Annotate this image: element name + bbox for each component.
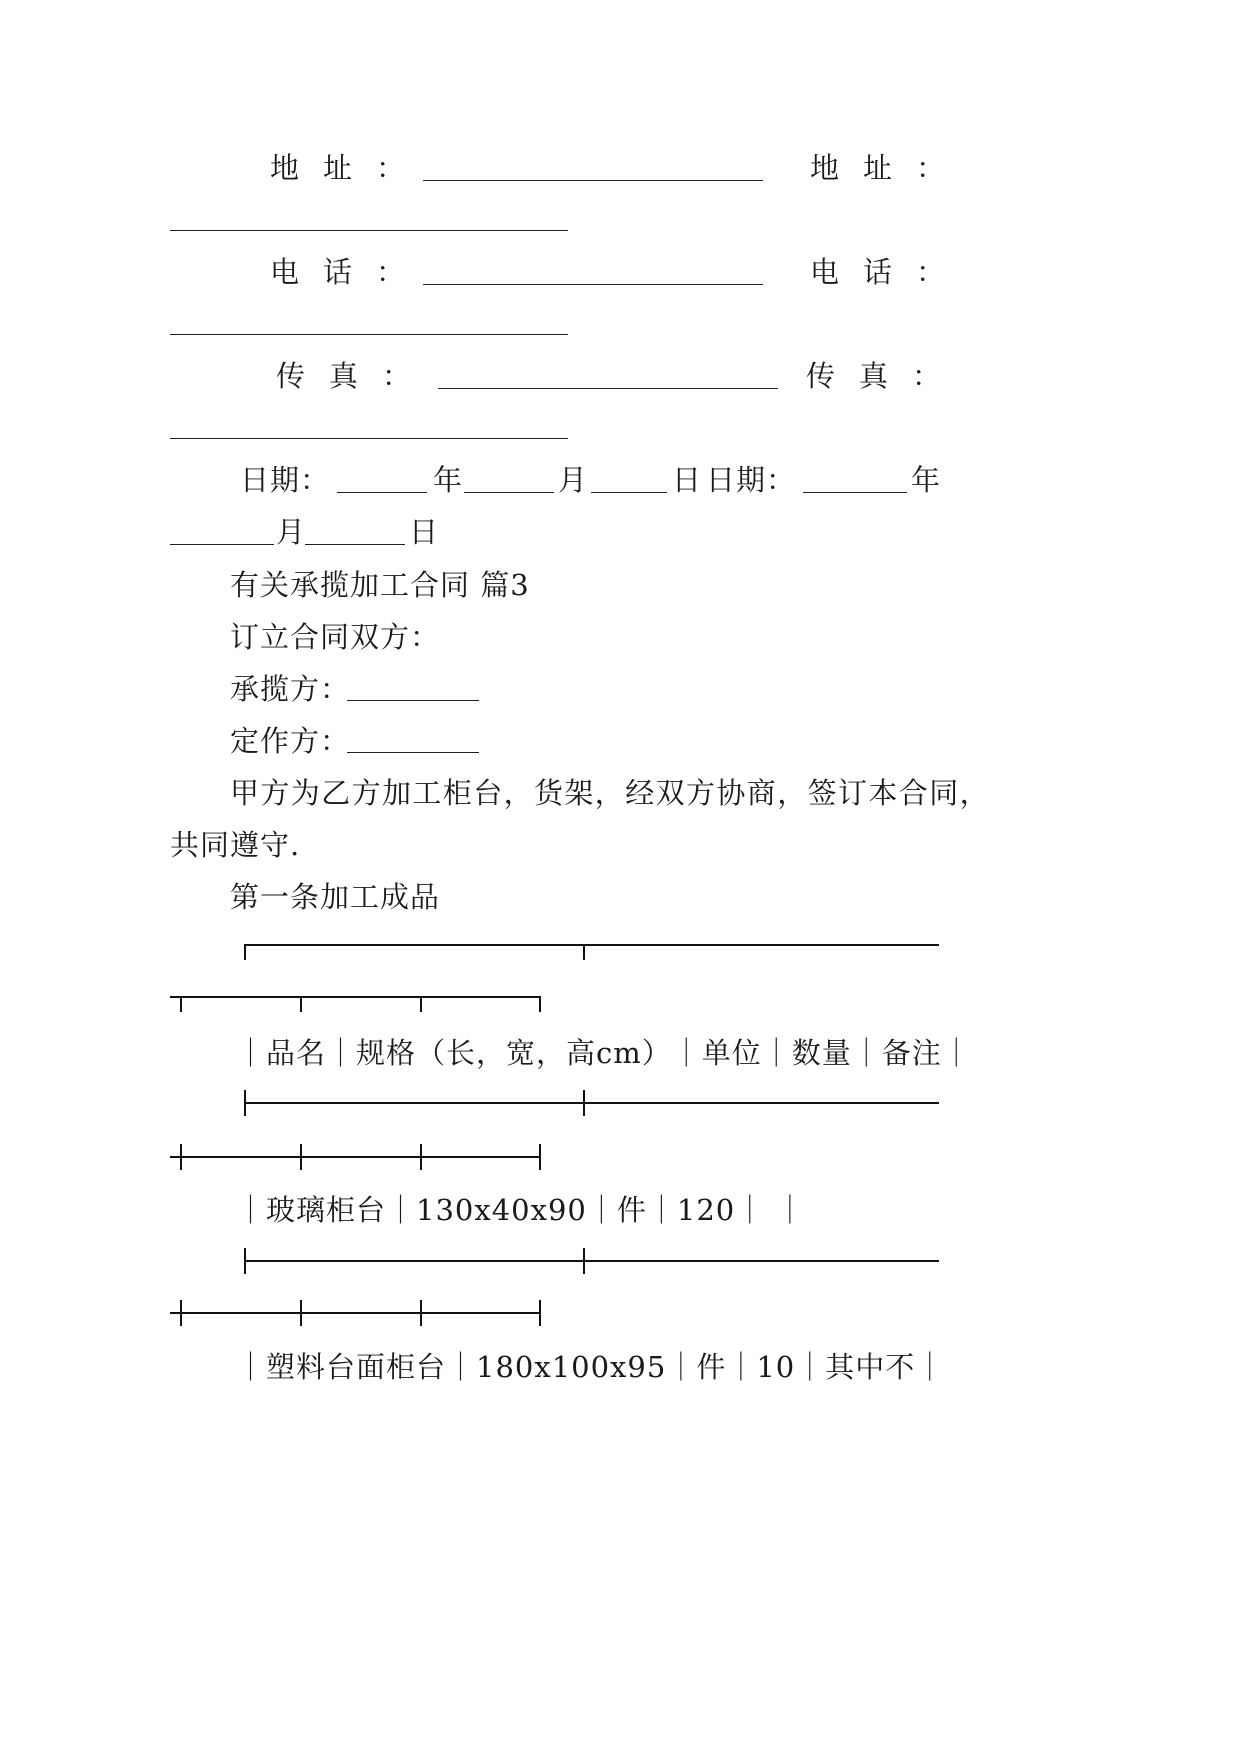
date-day-blank-right [305, 544, 405, 545]
intro-line-2: 共同遵守. [170, 828, 301, 862]
fax-blank-right [170, 438, 568, 439]
date-day-left: 日 [672, 463, 703, 497]
table-header-row: ｜品名｜规格（长，宽，高cm）｜单位｜数量｜备注｜ [236, 1036, 972, 1070]
date-label-right: 日期： [706, 463, 797, 497]
date-label-left: 日期： [240, 463, 331, 497]
phone-label-left: 电话： [270, 255, 430, 289]
date-day-blank-left [591, 492, 667, 493]
date-year-blank-right [803, 492, 907, 493]
date-month-blank-left [464, 492, 554, 493]
contractor-label: 承揽方： [230, 672, 351, 706]
fax-blank-left [438, 388, 778, 389]
article-1-title: 第一条加工成品 [230, 880, 441, 914]
date-year-left: 年 [433, 463, 464, 497]
fax-label-right: 传真： [806, 359, 966, 393]
table-row-2: ｜塑料台面柜台｜180x100x95｜件｜10｜其中不｜ [236, 1350, 946, 1384]
fax-label-left: 传真： [276, 359, 436, 393]
intro-line-1: 甲方为乙方加工柜台，货架，经双方协商，签订本合同， [230, 776, 991, 810]
table-row-1: ｜玻璃柜台｜130x40x90｜件｜120｜ ｜ [236, 1193, 806, 1227]
address-blank-right [170, 230, 568, 231]
phone-label-right: 电话： [810, 255, 970, 289]
date-day-right: 日 [409, 515, 440, 549]
address-blank-left [423, 180, 763, 181]
date-year-right: 年 [911, 463, 942, 497]
address-label-left: 地址： [270, 151, 430, 185]
phone-blank-right [170, 334, 568, 335]
contractor-blank [347, 700, 479, 701]
date-year-blank-left [337, 492, 427, 493]
date-month-left: 月 [558, 463, 589, 497]
parties-heading: 订立合同双方： [230, 620, 441, 654]
client-blank [347, 752, 479, 753]
date-month-blank-right [170, 544, 274, 545]
client-label: 定作方： [230, 724, 351, 758]
date-month-right: 月 [276, 515, 307, 549]
address-label-right: 地址： [810, 151, 970, 185]
section-title: 有关承揽加工合同 篇3 [230, 568, 530, 602]
phone-blank-left [423, 284, 763, 285]
